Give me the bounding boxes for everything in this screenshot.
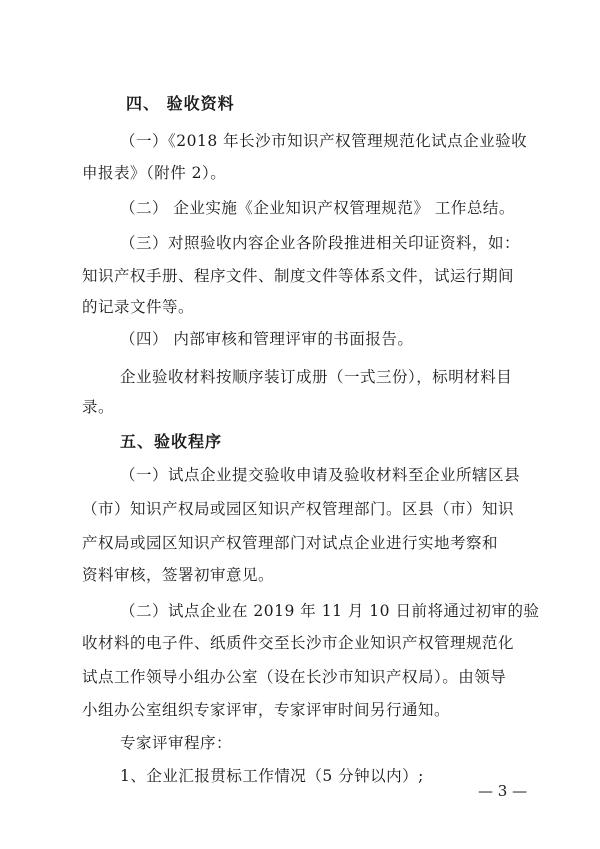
expert-review-heading: 专家评审程序： — [120, 734, 233, 752]
section-4-item-3-line-3: 的记录文件等。 — [82, 298, 195, 316]
section-4-item-4: （四） 内部审核和管理评审的书面报告。 — [120, 330, 414, 348]
section-5-item-1-line-1: （一）试点企业提交验收申请及验收材料至企业所辖区县 — [120, 466, 521, 484]
page-number: — 3 — — [478, 782, 528, 800]
section-5-item-2-line-1: （二）试点企业在 2019 年 11 月 10 日前将通过初审的验 — [120, 602, 540, 620]
section-4-note-line-1: 企业验收材料按顺序装订成册（一式三份），标明材料目 — [120, 368, 513, 386]
section-5-heading: 五、验收程序 — [120, 432, 223, 451]
expert-review-step-1: 1、企业汇报贯标工作情况（5 分钟以内）; — [120, 767, 424, 785]
section-4-item-2: （二） 企业实施《企业知识产权管理规范》 工作总结。 — [120, 199, 515, 217]
section-4-item-1-line-2: 申报表》（附件 2）。 — [82, 164, 227, 182]
section-5-item-1-line-2: （市）知识产权局或园区知识产权管理部门。区县（市）知识 — [82, 500, 515, 518]
section-5-item-2-line-4: 小组办公室组织专家评审，专家评审时间另行通知。 — [82, 701, 451, 719]
section-5-item-2-line-2: 收材料的电子件、纸质件交至长沙市企业知识产权管理规范化 — [82, 634, 515, 652]
section-5-item-2-line-3: 试点工作领导小组办公室（设在长沙市知识产权局）。由领导 — [82, 668, 507, 686]
section-4-item-3-line-1: （三）对照验收内容企业各阶段推进相关印证资料，如： — [120, 234, 521, 252]
section-4-heading: 四、 验收资料 — [126, 94, 235, 113]
section-4-item-3-line-2: 知识产权手册、程序文件、制度文件等体系文件，试运行期间 — [82, 267, 515, 285]
section-4-item-1-line-1: （一）《2018 年长沙市知识产权管理规范化试点企业验收 — [120, 132, 528, 150]
section-5-item-1-line-4: 资料审核，签署初审意见。 — [82, 566, 275, 584]
section-5-item-1-line-3: 产权局或园区知识产权管理部门对试点企业进行实地考察和 — [82, 534, 499, 552]
section-4-note-line-2: 录。 — [82, 398, 115, 416]
